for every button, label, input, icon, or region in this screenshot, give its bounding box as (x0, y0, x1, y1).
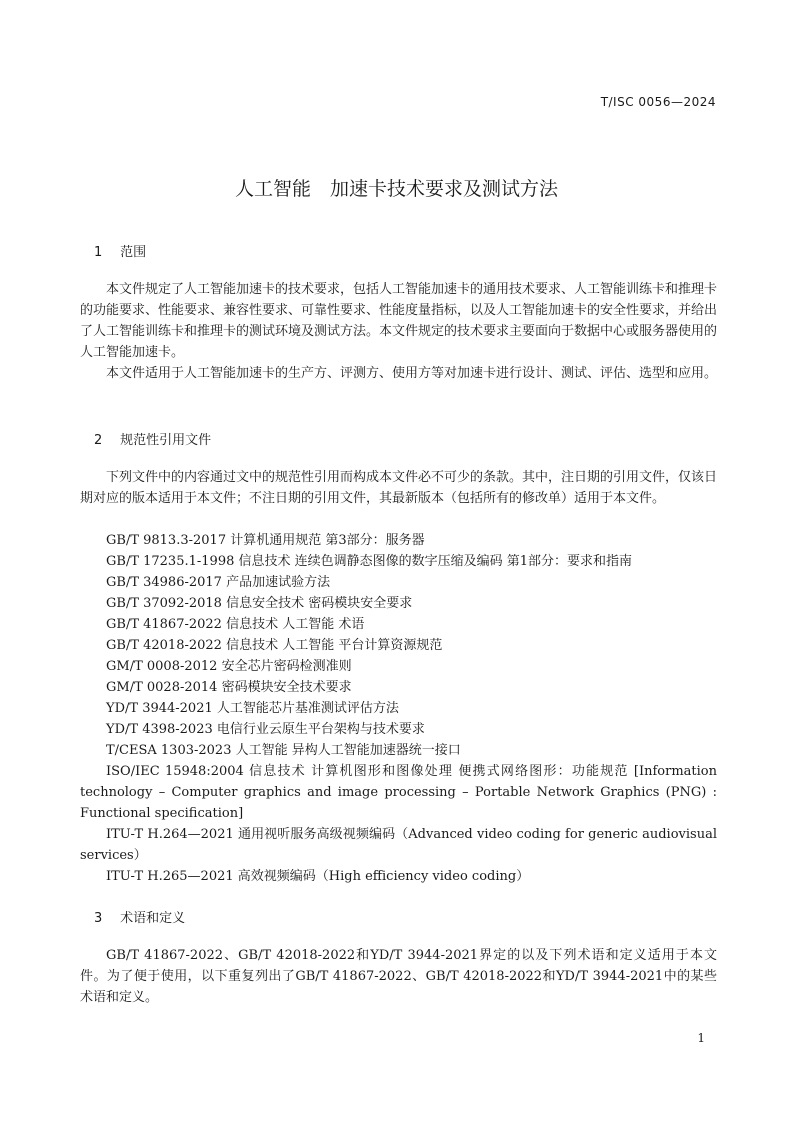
reference-item: T/CESA 1303-2023 人工智能 异构人工智能加速器统一接口 (106, 743, 461, 758)
document-title: 人工智能 加速卡技术要求及测试方法 (234, 178, 558, 200)
reference-item: ISO/IEC 15948:2004 信息技术 计算机图形和图像处理 便携式网络图形：功能规范 [Information technology – Computer graphics and image processing – Portable Network Graphics (PNG) : Functional specification] (80, 764, 717, 821)
paragraph: 本文件适用于人工智能加速卡的生产方、评测方、使用方等对加速卡进行设计、测试、评估、选型和应用。 (106, 366, 718, 381)
reference-item: ITU-T H.265—2021 高效视频编码（High efficiency video coding） (106, 869, 530, 884)
section-2-heading (94, 429, 211, 448)
section-title: 术语和定义 (120, 911, 186, 926)
paragraph: 下列文件中的内容通过文中的规范性引用而构成本文件必不可少的条款。其中，注日期的引用文件，仅该日期对应的版本适用于本文件；不注日期的引用文件，其最新版本（包括所有的修改单）适用于本文件。 (80, 470, 718, 506)
section-title: 范围 (120, 245, 147, 260)
reference-item: GM/T 0028-2014 密码模块安全技术要求 (106, 680, 352, 695)
standard-code: T/ISC 0056—2024 (600, 95, 716, 109)
reference-item: GM/T 0008-2012 安全芯片密码检测准则 (106, 659, 352, 674)
section-1-body (80, 279, 717, 384)
reference-item: GB/T 9813.3-2017 计算机通用规范 第3部分：服务器 (106, 533, 425, 548)
reference-item: GB/T 42018-2022 信息技术 人工智能 平台计算资源规范 (106, 638, 443, 653)
reference-item: YD/T 3944-2021 人工智能芯片基准测试评估方法 (106, 701, 399, 716)
paragraph: 本文件规定了人工智能加速卡的技术要求，包括人工智能加速卡的通用技术要求、人工智能训练卡和推理卡的功能要求、性能要求、兼容性要求、可靠性要求、性能度量指标，以及人工智能加速卡的安全性要求，并给出了人工智能训练卡和推理卡的测试环境及测试方法。本文件规定的技术要求主要面向于数据中心或服务器使用的人工智能加速卡。 (80, 282, 718, 360)
reference-item: GB/T 37092-2018 信息安全技术 密码模块安全要求 (106, 596, 413, 611)
reference-item: YD/T 4398-2023 电信行业云原生平台架构与技术要求 (106, 722, 425, 737)
paragraph: GB/T 41867-2022、GB/T 42018-2022和YD/T 3944-2021界定的以及下列术语和定义适用于本文件。为了便于使用，以下重复列出了GB/T 41867-2022、GB/T 42018-2022和YD/T 3944-2021中的某些术语和定义。 (80, 948, 717, 1005)
section-number: 1 (94, 245, 103, 260)
reference-item: GB/T 17235.1-1998 信息技术 连续色调静态图像的数字压缩及编码 第1部分：要求和指南 (106, 554, 633, 569)
section-2-intro (80, 467, 717, 509)
section-3-body (80, 945, 717, 1008)
section-1-heading (94, 241, 146, 260)
reference-item: ITU-T H.264—2021 通用视听服务高级视频编码（Advanced video coding for generic audiovisual services） (80, 827, 717, 863)
section-number: 2 (94, 433, 103, 448)
page-number: 1 (697, 1031, 705, 1045)
section-number: 3 (94, 911, 103, 926)
section-title: 规范性引用文件 (120, 433, 212, 448)
section-3-heading (94, 907, 185, 926)
normative-references-list (80, 530, 717, 887)
reference-item: GB/T 41867-2022 信息技术 人工智能 术语 (106, 617, 365, 632)
reference-item: GB/T 34986-2017 产品加速试验方法 (106, 575, 331, 590)
